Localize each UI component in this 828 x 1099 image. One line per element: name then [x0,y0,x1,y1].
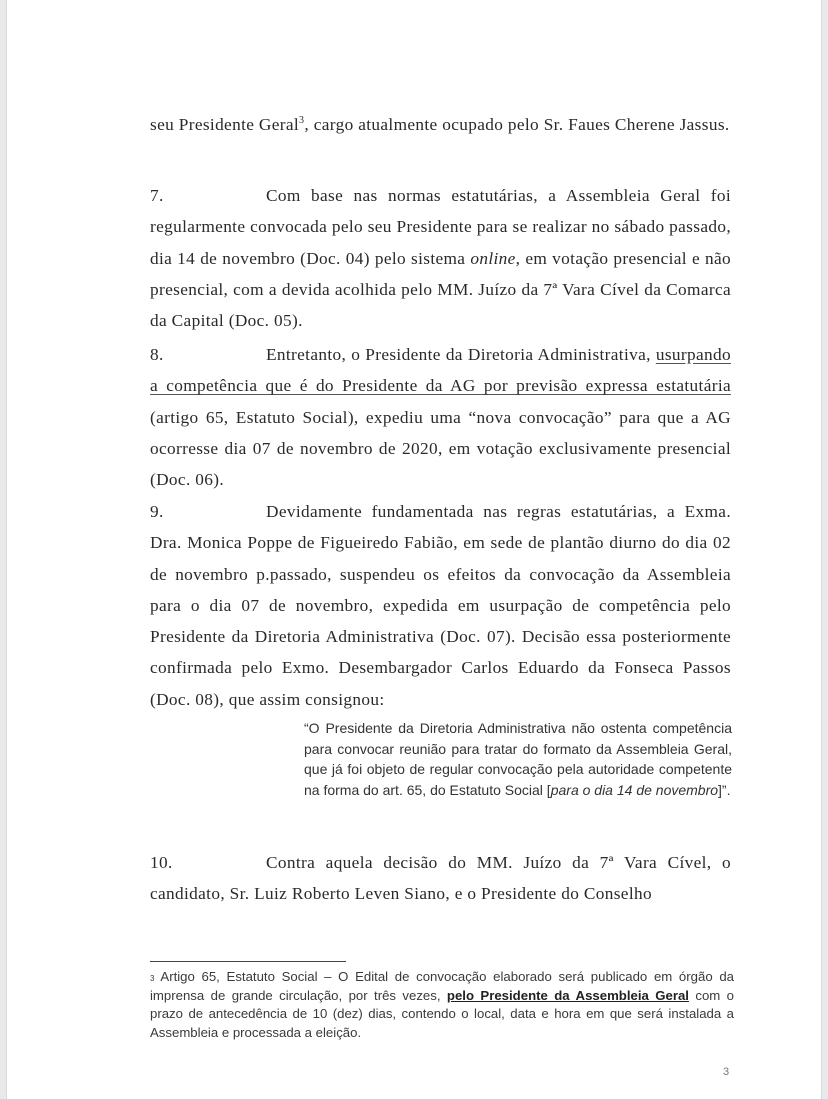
paragraph-number: 8. [150,345,164,364]
paragraph-10 [150,847,731,910]
footnote-mark: 3 [150,974,155,983]
quote-text: ]”. [718,781,731,798]
footnote-separator [150,961,346,962]
paragraph-text: , em votação presencial e não presencial, com a devida acolhida pelo MM. Juízo da 7ª Vara Cível da Comarca da Capital (Doc. 05). [150,248,732,331]
underlined-text: usurpando a competência que é do Presidente da AG por previsão expressa estatutária [150,345,731,396]
footnote [150,968,734,1042]
quote-italic-text: para o dia 14 de novembro [550,781,719,798]
footnote-reference[interactable]: 3 [299,115,305,127]
paragraph-7 [150,180,731,336]
document-page [6,0,822,1099]
paragraph-text: Contra aquela decisão do MM. Juízo da 7ª Vara Cível, o candidato, Sr. Luiz Roberto Leven Siano, e o Presidente do Conselho [150,853,731,904]
paragraph-text: Entretanto, o Presidente da Diretoria Administrativa, [266,345,656,364]
paragraph-9 [150,496,731,715]
page-number: 3 [723,1066,730,1078]
block-quote [304,718,732,800]
paragraph-text: Com base nas normas estatutárias, a Assembleia Geral foi regularmente convocada pelo seu Presidente para se realizar no sábado passado, dia 14 de novembro (Doc. 04) pelo sistema [150,186,731,268]
paragraph-text: seu Presidente Geral [150,115,300,134]
footnote-emphasis: pelo Presidente da Assembleia Geral [446,987,689,1003]
paragraph-text: (artigo 65, Estatuto Social), expediu uma “nova convocação” para que a AG ocorresse dia 07 de novembro de 2020, em votação exclusivamente presencial (Doc. 06). [150,407,731,490]
paragraph-number: 10. [150,853,173,872]
footnote-text: com o prazo de antecedência de 10 (dez) dias, contendo o local, data e hora em que será instalada a Assembleia e processada a eleição. [150,987,735,1040]
paragraph-text: Devidamente fundamentada nas regras estatutárias, a Exma. Dra. Monica Poppe de Figueiredo Fabião, em sede de plantão diurno do dia 02 de novembro p.passado, suspendeu os efeitos da convocação da Assembleia para o dia 07 de novembro, expedida em usurpação de competência pelo Presidente da Diretoria Administrativa (Doc. 07). Decisão essa posteriormente confirmada pelo Exmo. Desembargador Carlos Eduardo da Fonseca Passos (Doc. 08), que assim consignou: [150,502,731,709]
paragraph-8 [150,339,731,495]
paragraph-number: 9. [150,502,164,521]
quote-text: “O Presidente da Diretoria Administrativa não ostenta competência para convocar reunião para tratar do formato da Assembleia Geral, que já foi objeto de regular convocação pela autoridade competente na forma do art. 65, do Estatuto Social [ [304,720,732,798]
paragraph-italic-text: online [470,248,516,268]
paragraph-continuation [150,109,731,140]
paragraph-text: , cargo atualmente ocupado pelo Sr. Faues Cherene Jassus. [304,115,730,134]
footnote-text: Artigo 65, Estatuto Social – O Edital de convocação elaborado será publicado em órgão da imprensa de grande circulação, por três vezes, [150,969,734,1003]
paragraph-number: 7. [150,186,164,205]
